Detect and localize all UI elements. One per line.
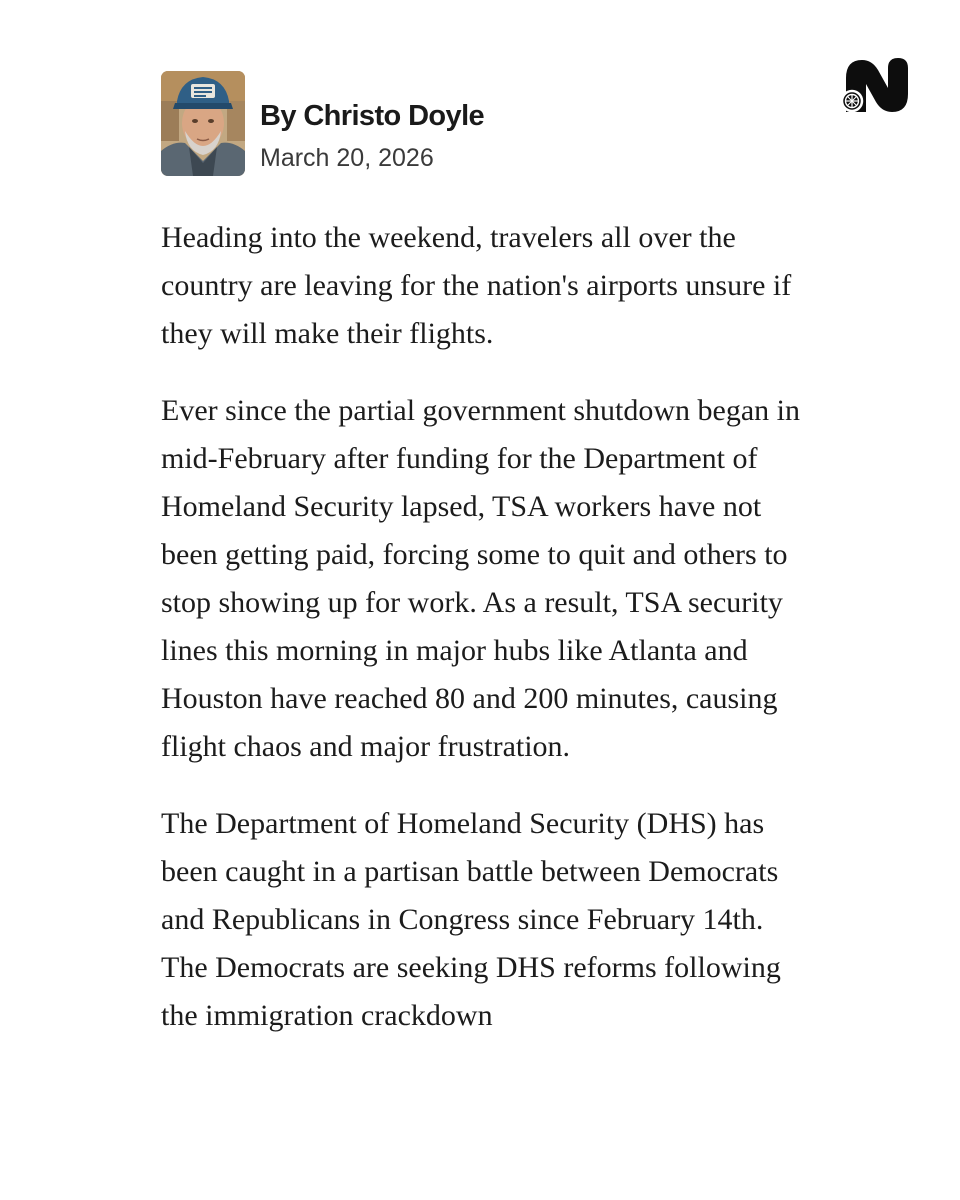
article-paragraph: The Department of Homeland Security (DHS) has been caught in a partisan battle between Democrats and Republicans in Congress since February 14th. The Democrats are seeking DHS reforms following the immigration crackdown [161, 807, 781, 1032]
author-block [161, 71, 661, 177]
author-avatar[interactable] [161, 71, 245, 176]
article-paragraph: Heading into the weekend, travelers all over the country are leaving for the nation's airports unsure if they will make their flights. [161, 221, 792, 350]
article-paragraph: Ever since the partial government shutdown began in mid-February after funding for the Department of Homeland Security lapsed, TSA workers have not been getting paid, forcing some to quit and others to stop showing up for work. As a result, TSA security lines this morning in major hubs like Atlanta and Houston have reached 80 and 200 minutes, causing flight chaos and major frustration. [161, 394, 800, 763]
publish-date: March 20, 2026 [260, 144, 434, 172]
article-body [161, 214, 811, 1069]
author-byline[interactable]: By Christo Doyle [260, 100, 485, 132]
n-logo-icon[interactable] [838, 54, 912, 118]
